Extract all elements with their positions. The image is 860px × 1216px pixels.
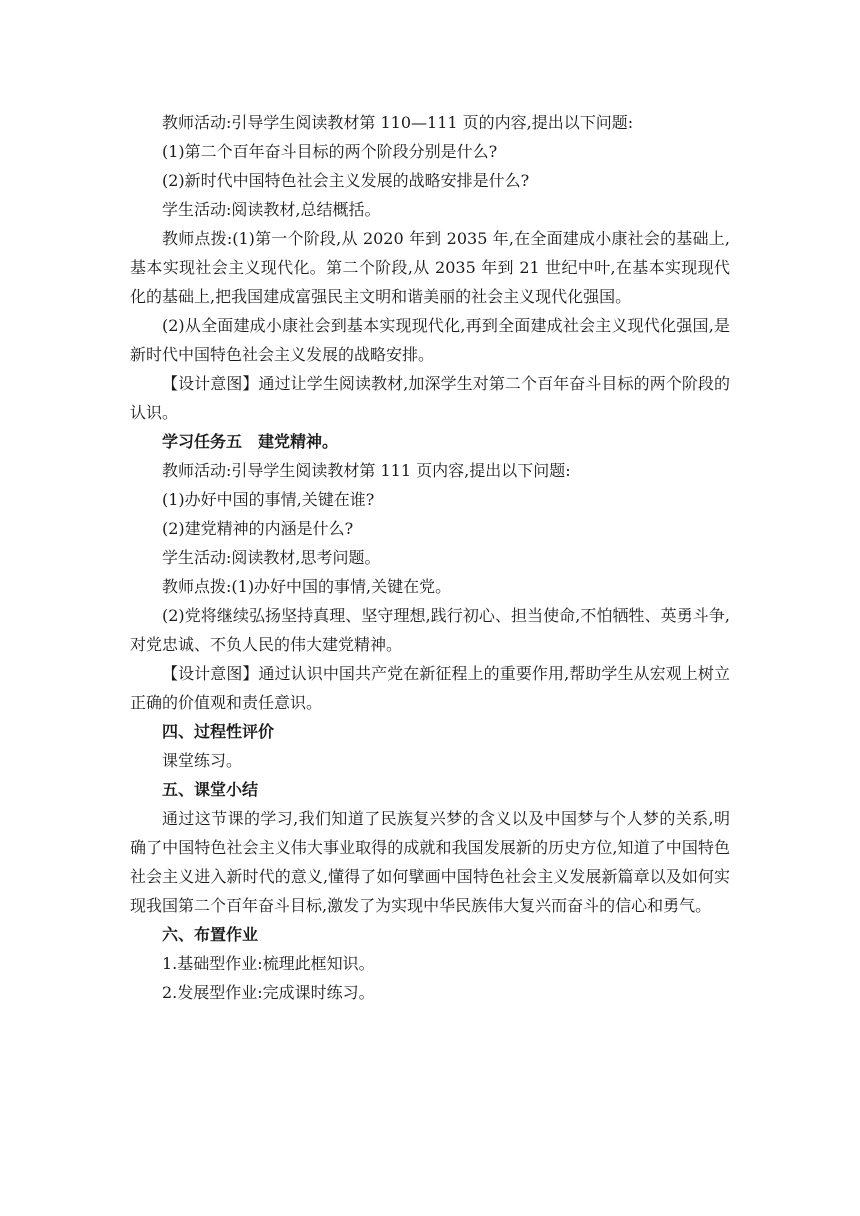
heading-homework: 六、布置作业 — [162, 925, 259, 944]
paragraph-design-intent-2: 【设计意图】通过认识中国共产党在新征程上的重要作用,帮助学生从宏观上树立正确的价值观和责任意识。 — [130, 664, 730, 712]
paragraph-student-activity-1: 学生活动:阅读教材,总结概括。 — [162, 200, 381, 219]
paragraph-question-4: (2)建党精神的内涵是什么? — [162, 519, 354, 538]
paragraph-teacher-guidance-2: (2)从全面建成小康社会到基本实现现代化,再到全面建成社会主义现代化强国,是新时代中国特色社会主义发展的战略安排。 — [130, 316, 730, 364]
paragraph-teacher-activity-1: 教师活动:引导学生阅读教材第 110—111 页的内容,提出以下问题: — [162, 113, 634, 132]
paragraph-question-3: (1)办好中国的事情,关键在谁? — [162, 490, 375, 509]
paragraph-teacher-guidance-3: 教师点拨:(1)办好中国的事情,关键在党。 — [162, 577, 452, 596]
heading-learning-task-5: 学习任务五 建党精神。 — [162, 432, 339, 451]
paragraph-homework-basic: 1.基础型作业:梳理此框知识。 — [162, 954, 375, 973]
paragraph-design-intent-1: 【设计意图】通过让学生阅读教材,加深学生对第二个百年奋斗目标的两个阶段的认识。 — [130, 374, 730, 422]
paragraph-student-activity-2: 学生活动:阅读教材,思考问题。 — [162, 548, 381, 567]
paragraph-class-exercise: 课堂练习。 — [162, 751, 243, 770]
paragraph-question-2: (2)新时代中国特色社会主义发展的战略安排是什么? — [162, 171, 530, 190]
heading-class-summary: 五、课堂小结 — [162, 780, 259, 799]
paragraph-question-1: (1)第二个百年奋斗目标的两个阶段分别是什么? — [162, 142, 498, 161]
document-body — [130, 108, 730, 1007]
paragraph-homework-development: 2.发展型作业:完成课时练习。 — [162, 983, 375, 1002]
paragraph-teacher-guidance-1: 教师点拨:(1)第一个阶段,从 2020 年到 2035 年,在全面建成小康社会的基础上,基本实现社会主义现代化。第二个阶段,从 2035 年到 21 世纪中叶,在基本实现现代化的基础上,把我国建成富强民主文明和谐美丽的社会主义现代化强国。 — [130, 229, 730, 306]
paragraph-teacher-activity-2: 教师活动:引导学生阅读教材第 111 页内容,提出以下问题: — [162, 461, 571, 480]
paragraph-summary: 通过这节课的学习,我们知道了民族复兴梦的含义以及中国梦与个人梦的关系,明确了中国特色社会主义伟大事业取得的成就和我国发展新的历史方位,知道了中国特色社会主义进入新时代的意义,懂得了如何擘画中国特色社会主义发展新篇章以及如何实现我国第二个百年奋斗目标,激发了为实现中华民族伟大复兴而奋斗的信心和勇气。 — [130, 809, 730, 915]
paragraph-teacher-guidance-4: (2)党将继续弘扬坚持真理、坚守理想,践行初心、担当使命,不怕牺牲、英勇斗争,对党忠诚、不负人民的伟大建党精神。 — [130, 606, 730, 654]
heading-process-evaluation: 四、过程性评价 — [162, 722, 275, 741]
